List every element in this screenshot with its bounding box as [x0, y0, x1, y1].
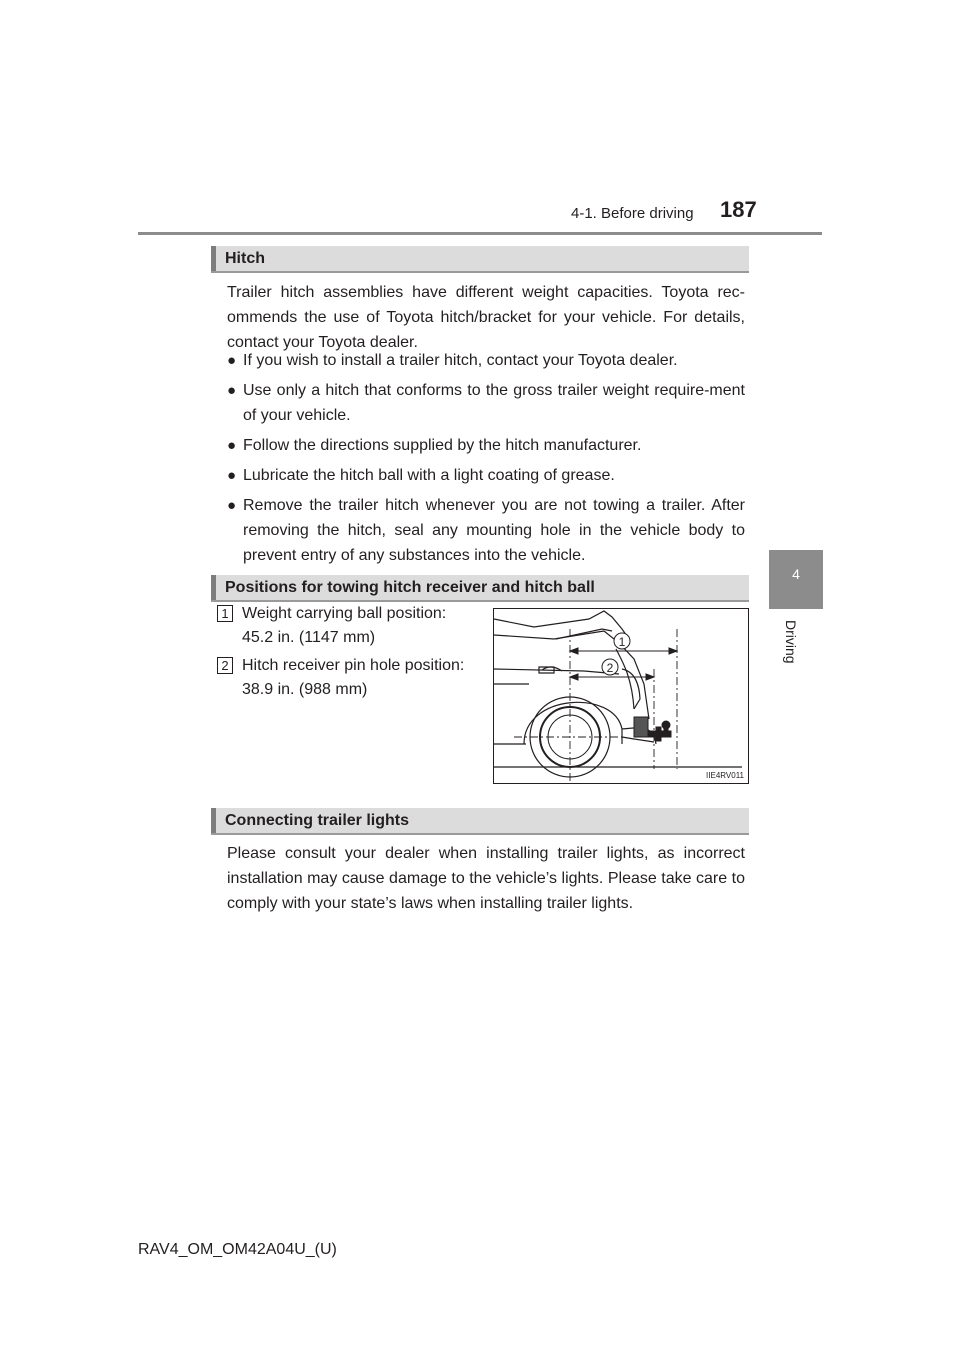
list-item: ● Lubricate the hitch ball with a light coating of grease.	[227, 463, 745, 488]
bullet-dot-icon: ●	[227, 352, 237, 369]
hitch-position-illustration	[493, 608, 749, 784]
section-heading-text: Positions for towing hitch receiver and hitch ball	[225, 579, 595, 596]
position-line-1: Weight carrying ball position:	[242, 605, 447, 622]
list-item: ● Follow the directions supplied by the hitch manufacturer.	[227, 433, 745, 458]
list-item: ● Remove the trailer hitch whenever you are not towing a trailer. After removing the hitch, seal any mounting hole in the vehicle body to prevent entry of any substances into the vehicle.	[227, 493, 745, 568]
callout-number-box: 1	[217, 605, 233, 622]
position-line-1: Hitch receiver pin hole position:	[242, 657, 465, 674]
position-line-2: 38.9 in. (988 mm)	[242, 681, 368, 698]
list-item: ● If you wish to install a trailer hitch, contact your Toyota dealer.	[227, 348, 745, 373]
header-rule	[138, 232, 822, 235]
position-item-2	[217, 654, 487, 702]
lights-text: Please consult your dealer when installing trailer lights, as incorrect installation may cause damage to the vehicle’s lights. Please take care to comply with your state’s laws when installing trailer lights.	[227, 845, 745, 912]
page-number: 187	[720, 197, 757, 222]
vehicle-rear-drawing	[494, 609, 748, 783]
hitch-bullet-list	[227, 348, 745, 573]
position-item-1	[217, 602, 487, 650]
chapter-tab-label: Driving	[783, 620, 799, 664]
list-item: ● Use only a hitch that conforms to the gross trailer weight require-ment of your vehicle.	[227, 378, 745, 428]
bullet-dot-icon: ●	[227, 467, 237, 484]
section-heading-text: Connecting trailer lights	[225, 812, 410, 829]
bullet-dot-icon: ●	[227, 497, 237, 514]
section-heading-lights	[211, 808, 749, 835]
hitch-intro: Trailer hitch assemblies have different weight capacities. Toyota rec-ommends the use of Toyota hitch/bracket for your vehicle. For details, contact your Toyota dealer.	[227, 284, 745, 351]
position-line-2: 45.2 in. (1147 mm)	[242, 629, 376, 646]
running-header-section: 4-1. Before driving	[571, 205, 694, 222]
figure-callout-1: 1	[618, 635, 626, 649]
bullet-dot-icon: ●	[227, 382, 237, 399]
figure-callout-2: 2	[606, 661, 614, 675]
callout-number-box: 2	[217, 657, 233, 674]
section-heading-text: Hitch	[225, 250, 265, 267]
chapter-tab-number: 4	[792, 566, 800, 582]
bullet-dot-icon: ●	[227, 437, 237, 454]
section-heading-hitch	[211, 246, 749, 273]
section-heading-positions	[211, 575, 749, 602]
figure-code: IIE4RV011	[706, 771, 744, 780]
document-code: RAV4_OM_OM42A04U_(U)	[138, 1241, 337, 1258]
